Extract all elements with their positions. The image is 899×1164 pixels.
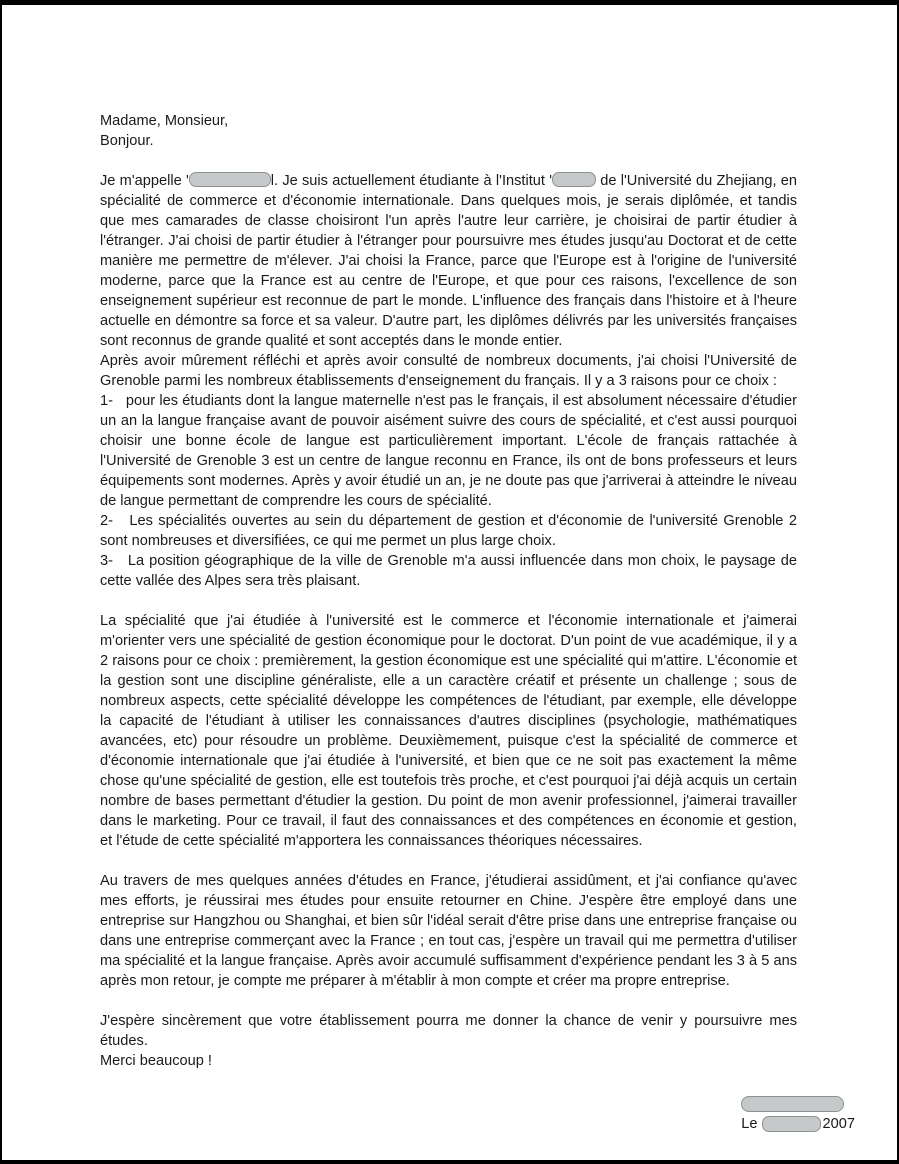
name-redaction-blob (189, 172, 271, 187)
list-item-raison-3: 3- La position géographique de la ville de Grenoble m'a aussi influencée dans mon choix, le paysage de cette vallée des Alpes sera très plaisant. (100, 553, 797, 589)
list-item-raison-1: 1- pour les étudiants dont la langue maternelle n'est pas le français, il est absolument nécessaire d'étudier un an la langue française avant de pouvoir aisément suivre des cours de spécialité, et c'est aussi pourquoi choisir une bonne école de langue est particulièrement important. L'école de français rattachée à l'Université de Grenoble 3 est un centre de langue reconnu en France, ils ont de bons professeurs et leurs équipements sont modernes. Après y avoir étudié un an, je ne doute pas que j'arriverai à atteindre le niveau de langue permettant de comprendre les cours de spécialité. (100, 393, 797, 509)
letter-body (2, 5, 897, 1071)
salutation-line-2: Bonjour. (100, 133, 154, 149)
signature-name-line (741, 1093, 855, 1114)
date-prefix-label: Le (741, 1116, 758, 1132)
paragraph-intro: Je m'appelle ' l. Je suis actuellement étudiante à l'Institut ' de l'Université du Zhejiang, en spécialité de commerce et d'économie internationale. Dans quelques mois, je serais diplômée, et tandis que mes camarades de classe choisiront l'un après l'autre leur carrière, je choisirai de partir étudier à l'étranger. J'ai choisi de partir étudier à l'étranger pour poursuivre mes études jusqu'au Doctorat et de cette manière me permettre de m'élever. J'ai choisi la France, parce que l'Europe est à l'origine de l'université moderne, parce que la France est au centre de l'Europe, et que pour ces raisons, l'excellence de son enseignement supérieur est reconnue de part le monde. L'influence des français dans l'histoire et à l'heure actuelle en démontre sa force et sa valeur. D'autre part, les diplômes délivrés par les universités françaises sont reconnus de grande qualité et sont acceptés dans le monde entier. (100, 173, 797, 349)
paragraph-merci: Merci beaucoup ! (100, 1053, 212, 1069)
paragraph-choix-universite: Après avoir mûrement réfléchi et après avoir consulté de nombreux documents, j'ai choisi l'Université de Grenoble parmi les nombreux établissements d'enseignement du français. Il y a 3 raisons pour ce choix : (100, 353, 797, 389)
paragraph-avenir: Au travers de mes quelques années d'études en France, j'étudierai assidûment, et j'ai confiance qu'avec mes efforts, je réussirai mes études pour ensuite retourner en Chine. J'espère être employé dans une entreprise sur Hangzhou ou Shanghai, et bien sûr l'idéal serait d'être prise dans une entreprise française ou dans une entreprise commerçant avec la France ; en tout cas, j'espère un travail qui me permettra d'utiliser ma spécialité et la langue française. Après avoir accumulé suffisamment d'expérience pendant les 3 à 5 ans après mon retour, je compte me préparer à m'établir à mon compte et créer ma propre entreprise. (100, 873, 797, 989)
date-year-label: 2007 (822, 1116, 855, 1132)
list-item-raison-2: 2- Les spécialités ouvertes au sein du département de gestion et d'économie de l'université Grenoble 2 sont nombreuses et diversifiées, ce qui me permet un plus large choix. (100, 513, 797, 549)
signature-date-line (741, 1114, 855, 1134)
paragraph-specialite: La spécialité que j'ai étudiée à l'université est le commerce et l'économie internationale et j'aimerai m'orienter vers une spécialité de gestion économique pour le doctorat. D'un point de vue académique, il y a 2 raisons pour ce choix : premièrement, la gestion économique est une spécialité qui m'attire. L'économie et la gestion sont une discipline généraliste, elle a un caractère créatif et présente un challenge ; sous de nombreux aspects, cette spécialité développe les compétences de l'étudiant, par exemple, elle développe la capacité de l'étudiant à utiliser les connaissances d'autres disciplines (psychologie, mathématiques avancées, etc) pour résoudre un problème. Deuxièmement, puisque c'est la spécialité de commerce et d'économie internationale que j'ai étudiée à l'université, et bien que ce ne soit pas exactement la même chose qu'une spécialité de gestion, elle est toutefois très proche, et c'est pourquoi j'ai déjà acquis un certain nombre de bases permettant d'étudier la gestion. Du point de mon avenir professionnel, j'aimerai travailler dans le marketing. Pour ce travail, il faut des connaissances et des compétences en économie et gestion, et l'étude de cette spécialité m'apportera les connaissances théoriques nécessaires. (100, 613, 797, 849)
salutation-line-1: Madame, Monsieur, (100, 113, 229, 129)
signature-name-redaction-blob (741, 1096, 844, 1112)
paragraph-conclusion: J'espère sincèrement que votre établissement pourra me donner la chance de venir y poursuivre mes études. (100, 1013, 797, 1049)
signature-block (741, 1093, 855, 1134)
signature-date-redaction-blob (762, 1116, 821, 1132)
institute-redaction-blob (552, 172, 596, 187)
